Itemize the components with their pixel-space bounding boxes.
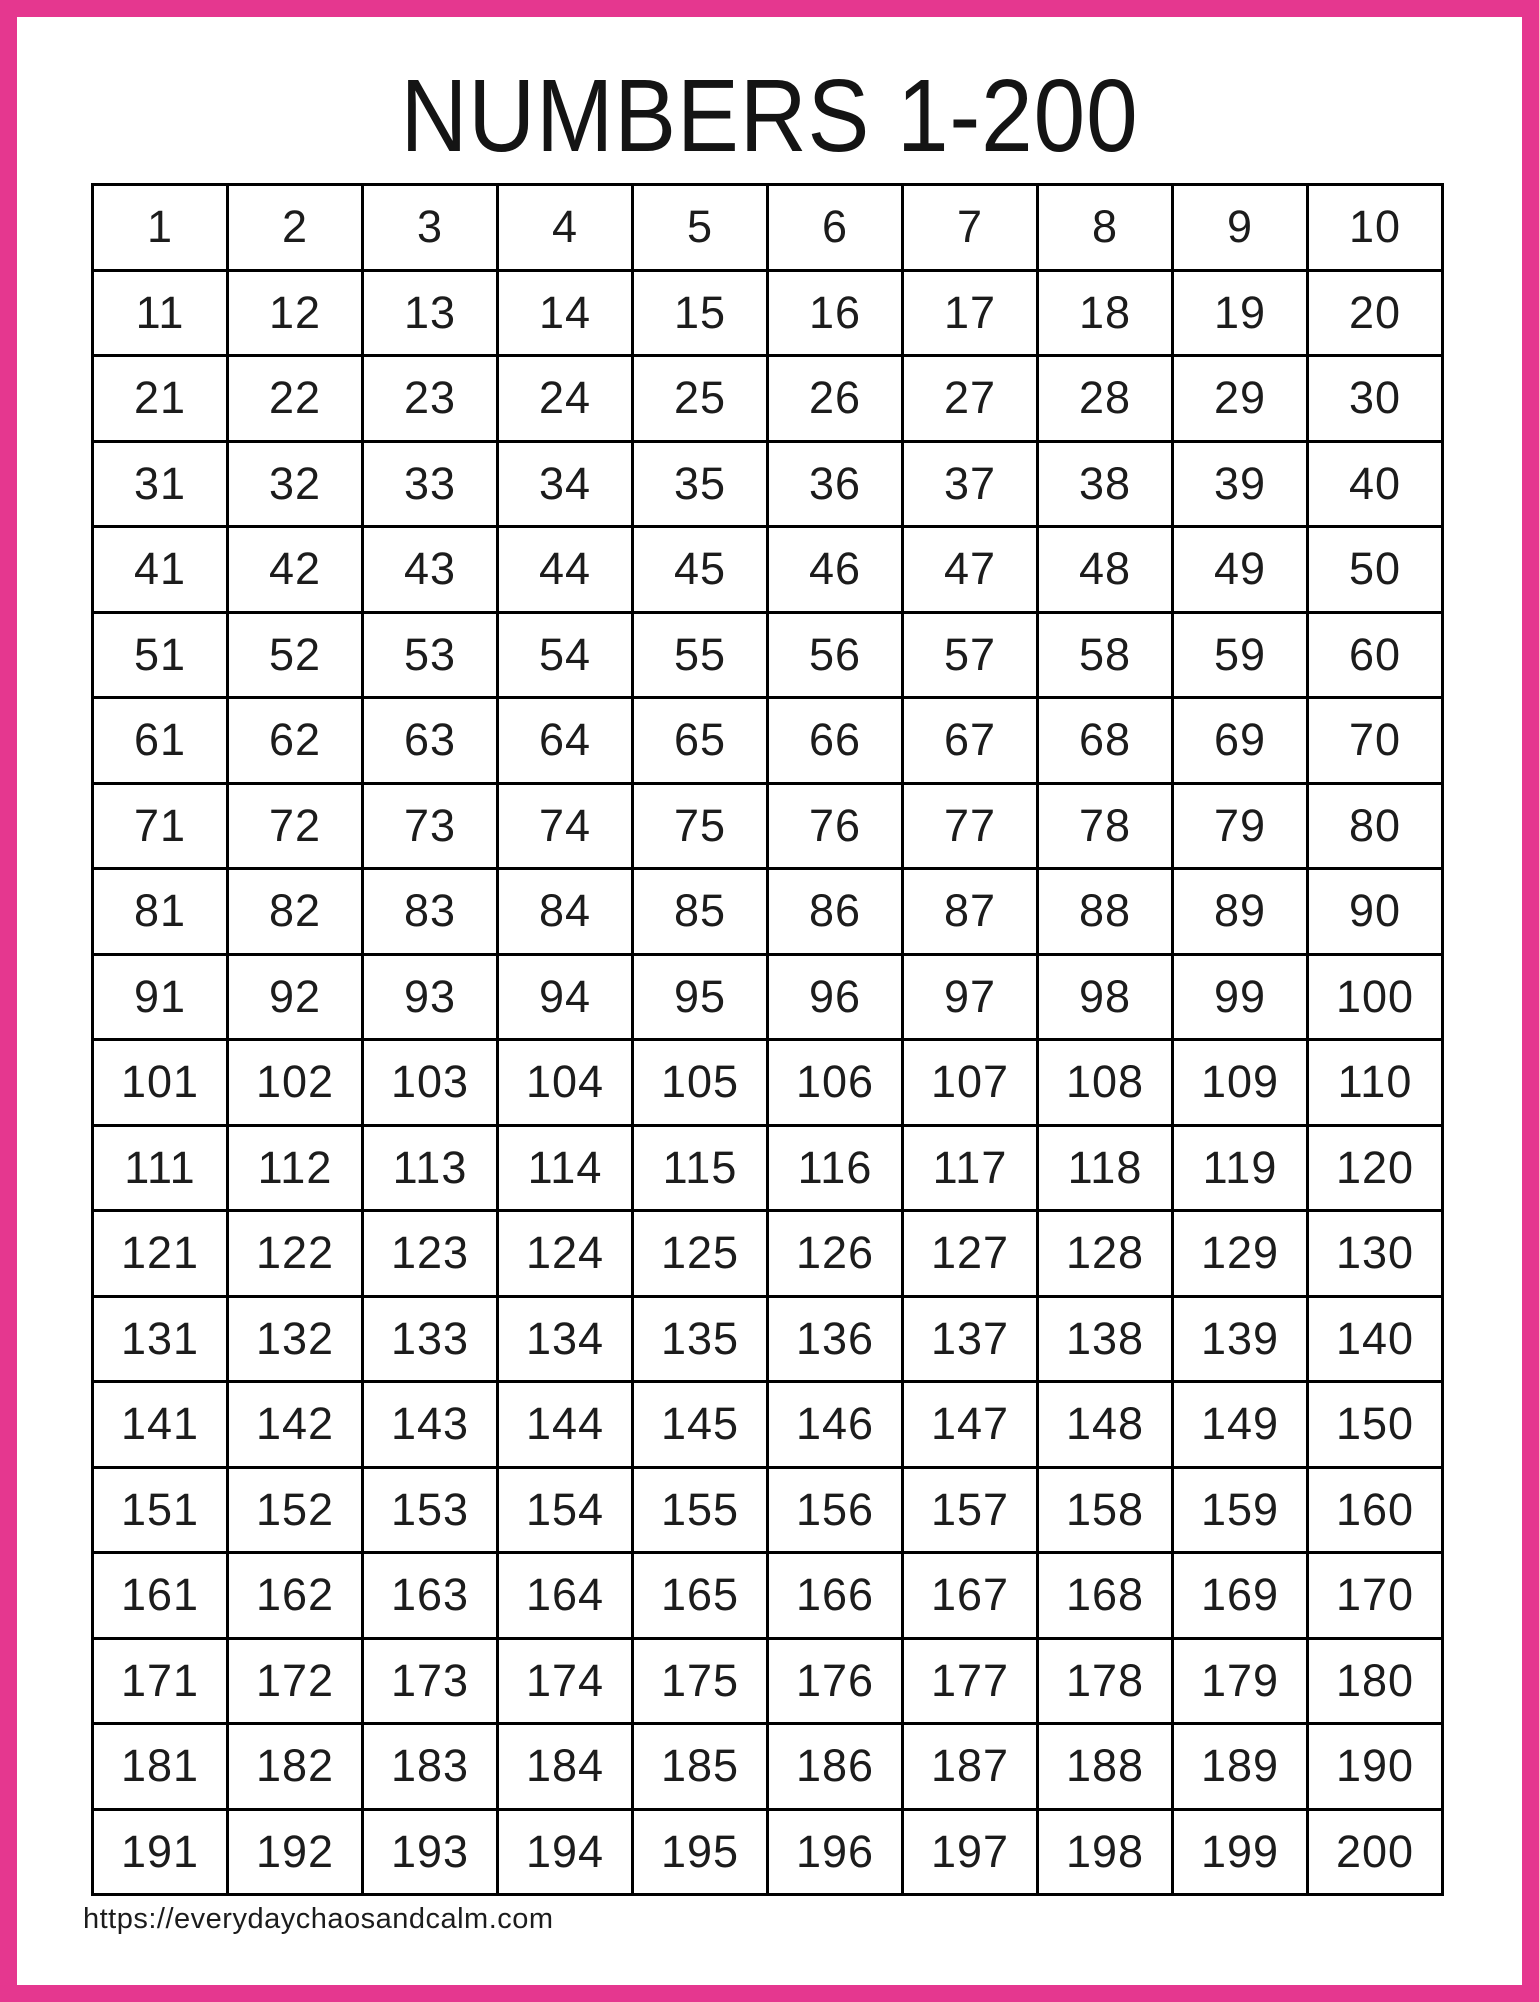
number-cell: 151 [93,1467,228,1553]
number-cell: 195 [633,1809,768,1895]
number-cell: 22 [228,356,363,442]
number-cell: 168 [1038,1553,1173,1639]
number-cell: 140 [1308,1296,1443,1382]
number-cell: 131 [93,1296,228,1382]
number-cell: 117 [903,1125,1038,1211]
number-cell: 169 [1173,1553,1308,1639]
number-row [93,612,1443,698]
number-cell: 37 [903,441,1038,527]
number-grid-body [93,185,1443,1895]
number-cell: 25 [633,356,768,442]
number-cell: 88 [1038,869,1173,955]
number-cell: 137 [903,1296,1038,1382]
number-cell: 146 [768,1382,903,1468]
number-cell: 16 [768,270,903,356]
number-cell: 64 [498,698,633,784]
number-cell: 5 [633,185,768,271]
number-cell: 77 [903,783,1038,869]
number-cell: 29 [1173,356,1308,442]
number-cell: 127 [903,1211,1038,1297]
number-cell: 120 [1308,1125,1443,1211]
number-cell: 133 [363,1296,498,1382]
number-cell: 4 [498,185,633,271]
number-cell: 97 [903,954,1038,1040]
number-row [93,441,1443,527]
number-cell: 86 [768,869,903,955]
number-cell: 113 [363,1125,498,1211]
number-cell: 136 [768,1296,903,1382]
number-cell: 183 [363,1724,498,1810]
number-cell: 135 [633,1296,768,1382]
number-cell: 41 [93,527,228,613]
number-row [93,356,1443,442]
number-cell: 91 [93,954,228,1040]
number-cell: 15 [633,270,768,356]
number-cell: 192 [228,1809,363,1895]
number-cell: 31 [93,441,228,527]
number-cell: 98 [1038,954,1173,1040]
number-row [93,698,1443,784]
number-cell: 179 [1173,1638,1308,1724]
number-cell: 149 [1173,1382,1308,1468]
number-cell: 9 [1173,185,1308,271]
number-cell: 148 [1038,1382,1173,1468]
number-cell: 156 [768,1467,903,1553]
number-cell: 38 [1038,441,1173,527]
number-cell: 147 [903,1382,1038,1468]
number-cell: 23 [363,356,498,442]
number-cell: 74 [498,783,633,869]
number-row [93,527,1443,613]
number-cell: 95 [633,954,768,1040]
number-cell: 83 [363,869,498,955]
number-cell: 59 [1173,612,1308,698]
number-row [93,270,1443,356]
number-cell: 76 [768,783,903,869]
number-cell: 14 [498,270,633,356]
number-cell: 182 [228,1724,363,1810]
number-cell: 187 [903,1724,1038,1810]
number-cell: 33 [363,441,498,527]
number-cell: 155 [633,1467,768,1553]
number-cell: 125 [633,1211,768,1297]
number-cell: 39 [1173,441,1308,527]
number-row [93,869,1443,955]
number-cell: 115 [633,1125,768,1211]
number-cell: 176 [768,1638,903,1724]
number-cell: 12 [228,270,363,356]
number-cell: 56 [768,612,903,698]
number-cell: 68 [1038,698,1173,784]
number-cell: 89 [1173,869,1308,955]
number-cell: 10 [1308,185,1443,271]
number-cell: 17 [903,270,1038,356]
number-cell: 13 [363,270,498,356]
number-cell: 157 [903,1467,1038,1553]
number-cell: 27 [903,356,1038,442]
number-cell: 142 [228,1382,363,1468]
footer-url: https://everydaychaosandcalm.com [83,1903,554,1935]
number-cell: 40 [1308,441,1443,527]
number-cell: 145 [633,1382,768,1468]
number-cell: 124 [498,1211,633,1297]
number-cell: 51 [93,612,228,698]
number-cell: 63 [363,698,498,784]
number-cell: 123 [363,1211,498,1297]
number-cell: 71 [93,783,228,869]
number-cell: 102 [228,1040,363,1126]
number-row [93,1382,1443,1468]
number-cell: 134 [498,1296,633,1382]
number-cell: 94 [498,954,633,1040]
number-cell: 152 [228,1467,363,1553]
number-cell: 121 [93,1211,228,1297]
number-cell: 161 [93,1553,228,1639]
number-cell: 164 [498,1553,633,1639]
number-cell: 61 [93,698,228,784]
number-cell: 199 [1173,1809,1308,1895]
number-cell: 42 [228,527,363,613]
number-cell: 79 [1173,783,1308,869]
number-cell: 185 [633,1724,768,1810]
number-cell: 54 [498,612,633,698]
number-cell: 110 [1308,1040,1443,1126]
number-cell: 194 [498,1809,633,1895]
number-cell: 82 [228,869,363,955]
number-cell: 196 [768,1809,903,1895]
number-cell: 70 [1308,698,1443,784]
number-cell: 144 [498,1382,633,1468]
number-cell: 72 [228,783,363,869]
number-cell: 1 [93,185,228,271]
number-cell: 101 [93,1040,228,1126]
number-row [93,783,1443,869]
number-grid [91,183,1444,1896]
number-cell: 84 [498,869,633,955]
number-cell: 96 [768,954,903,1040]
number-row [93,1211,1443,1297]
number-cell: 62 [228,698,363,784]
number-cell: 197 [903,1809,1038,1895]
number-row [93,954,1443,1040]
number-cell: 50 [1308,527,1443,613]
number-row [93,1467,1443,1553]
number-cell: 165 [633,1553,768,1639]
number-cell: 200 [1308,1809,1443,1895]
number-cell: 57 [903,612,1038,698]
number-cell: 188 [1038,1724,1173,1810]
number-cell: 150 [1308,1382,1443,1468]
number-cell: 163 [363,1553,498,1639]
number-cell: 170 [1308,1553,1443,1639]
number-cell: 171 [93,1638,228,1724]
number-cell: 193 [363,1809,498,1895]
number-cell: 104 [498,1040,633,1126]
number-cell: 36 [768,441,903,527]
number-cell: 53 [363,612,498,698]
number-cell: 198 [1038,1809,1173,1895]
number-cell: 190 [1308,1724,1443,1810]
page-title: NUMBERS 1-200 [400,58,1139,173]
number-cell: 175 [633,1638,768,1724]
number-cell: 48 [1038,527,1173,613]
number-cell: 44 [498,527,633,613]
number-cell: 26 [768,356,903,442]
number-cell: 2 [228,185,363,271]
number-cell: 60 [1308,612,1443,698]
number-cell: 19 [1173,270,1308,356]
number-cell: 109 [1173,1040,1308,1126]
number-cell: 18 [1038,270,1173,356]
number-cell: 81 [93,869,228,955]
number-cell: 21 [93,356,228,442]
number-row [93,185,1443,271]
number-cell: 7 [903,185,1038,271]
number-cell: 93 [363,954,498,1040]
number-cell: 154 [498,1467,633,1553]
number-cell: 52 [228,612,363,698]
number-row [93,1125,1443,1211]
number-cell: 180 [1308,1638,1443,1724]
number-cell: 114 [498,1125,633,1211]
number-cell: 103 [363,1040,498,1126]
number-cell: 128 [1038,1211,1173,1297]
number-cell: 69 [1173,698,1308,784]
number-cell: 45 [633,527,768,613]
number-cell: 181 [93,1724,228,1810]
number-cell: 178 [1038,1638,1173,1724]
number-cell: 66 [768,698,903,784]
number-cell: 129 [1173,1211,1308,1297]
number-cell: 3 [363,185,498,271]
number-cell: 46 [768,527,903,613]
number-cell: 189 [1173,1724,1308,1810]
number-cell: 141 [93,1382,228,1468]
number-row [93,1724,1443,1810]
number-cell: 47 [903,527,1038,613]
number-cell: 28 [1038,356,1173,442]
number-cell: 159 [1173,1467,1308,1553]
number-cell: 112 [228,1125,363,1211]
number-cell: 139 [1173,1296,1308,1382]
number-cell: 30 [1308,356,1443,442]
number-row [93,1040,1443,1126]
number-cell: 116 [768,1125,903,1211]
number-cell: 160 [1308,1467,1443,1553]
number-cell: 80 [1308,783,1443,869]
number-cell: 130 [1308,1211,1443,1297]
number-cell: 99 [1173,954,1308,1040]
number-cell: 106 [768,1040,903,1126]
number-cell: 143 [363,1382,498,1468]
number-row [93,1296,1443,1382]
number-cell: 49 [1173,527,1308,613]
number-row [93,1809,1443,1895]
number-cell: 65 [633,698,768,784]
number-cell: 122 [228,1211,363,1297]
number-cell: 107 [903,1040,1038,1126]
number-cell: 85 [633,869,768,955]
number-cell: 162 [228,1553,363,1639]
number-cell: 32 [228,441,363,527]
number-cell: 166 [768,1553,903,1639]
number-cell: 78 [1038,783,1173,869]
number-cell: 167 [903,1553,1038,1639]
number-cell: 35 [633,441,768,527]
number-cell: 100 [1308,954,1443,1040]
number-cell: 177 [903,1638,1038,1724]
number-cell: 11 [93,270,228,356]
number-cell: 67 [903,698,1038,784]
number-cell: 119 [1173,1125,1308,1211]
number-cell: 55 [633,612,768,698]
number-cell: 92 [228,954,363,1040]
number-cell: 90 [1308,869,1443,955]
number-row [93,1638,1443,1724]
number-cell: 186 [768,1724,903,1810]
number-cell: 172 [228,1638,363,1724]
number-cell: 6 [768,185,903,271]
number-cell: 8 [1038,185,1173,271]
number-row [93,1553,1443,1639]
number-cell: 132 [228,1296,363,1382]
number-cell: 87 [903,869,1038,955]
number-cell: 108 [1038,1040,1173,1126]
number-cell: 126 [768,1211,903,1297]
number-cell: 73 [363,783,498,869]
number-cell: 111 [93,1125,228,1211]
number-cell: 24 [498,356,633,442]
number-cell: 43 [363,527,498,613]
number-cell: 105 [633,1040,768,1126]
number-cell: 138 [1038,1296,1173,1382]
number-cell: 34 [498,441,633,527]
number-cell: 153 [363,1467,498,1553]
number-cell: 20 [1308,270,1443,356]
number-cell: 158 [1038,1467,1173,1553]
number-cell: 75 [633,783,768,869]
number-cell: 184 [498,1724,633,1810]
number-cell: 191 [93,1809,228,1895]
number-cell: 174 [498,1638,633,1724]
number-cell: 58 [1038,612,1173,698]
number-cell: 118 [1038,1125,1173,1211]
number-cell: 173 [363,1638,498,1724]
